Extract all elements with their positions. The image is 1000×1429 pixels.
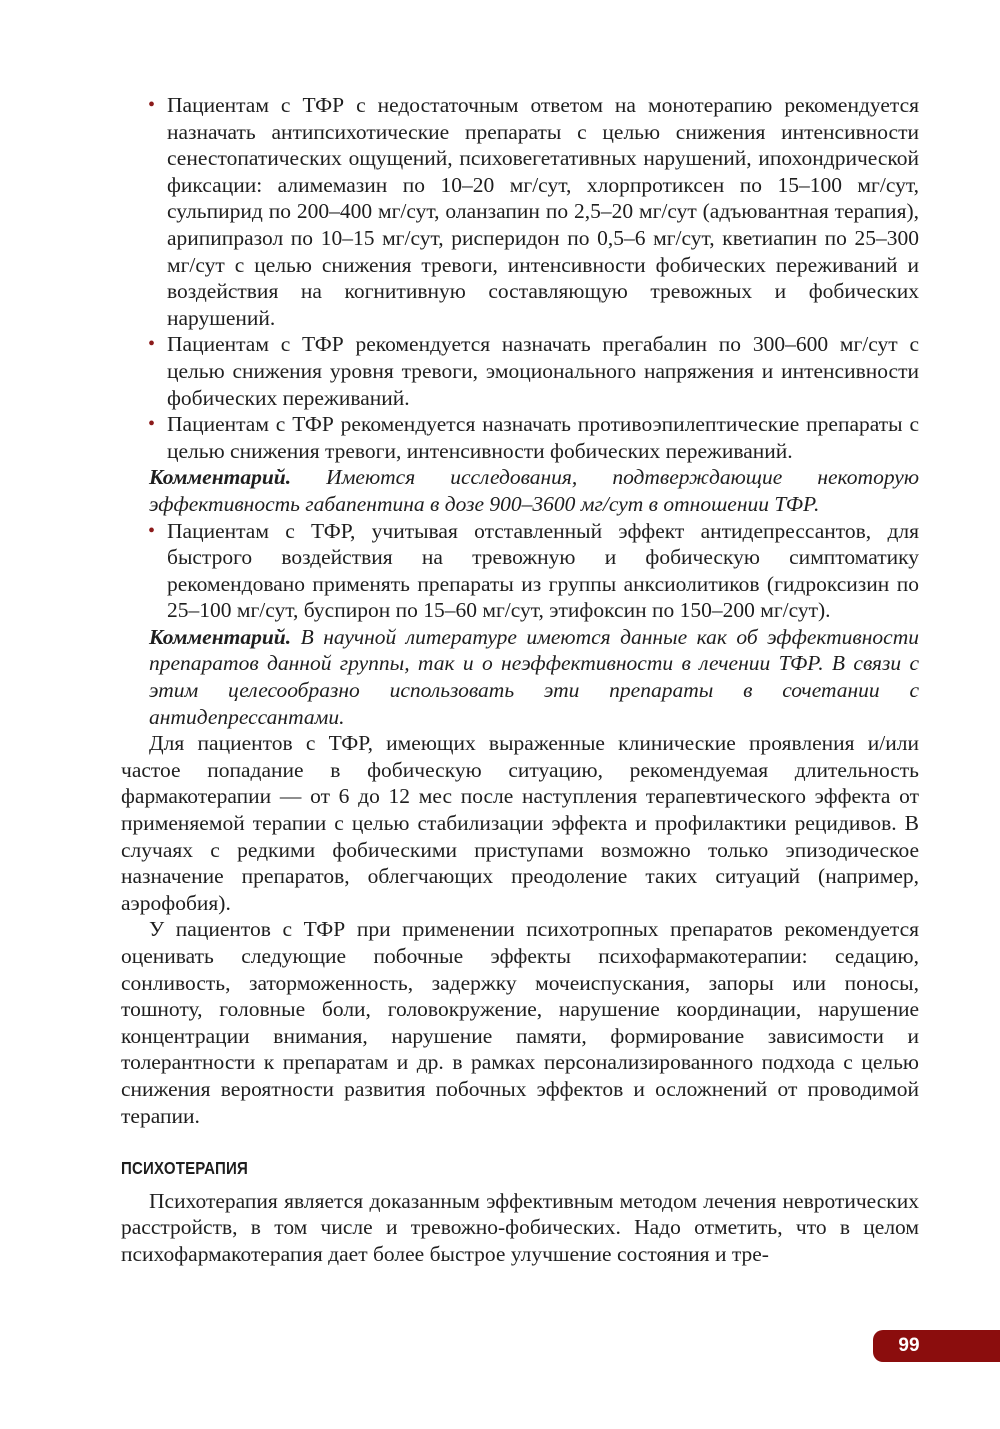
page-content [121, 92, 919, 1268]
bullet-text: Пациентам с ТФР рекомендуется назначать противоэпилептические препараты с целью снижения тревоги, интенсивности фобических переживаний. [167, 412, 919, 463]
comment-gabapentin [121, 464, 919, 517]
comment-text: В научной литературе имеются данные как об эффективности препаратов данной группы, так и о неэффективности в лечении ТФР. В связи с этим целесообразно использовать эти препараты в сочетании с антидепрессантами. [149, 624, 920, 729]
comment-anxiolytics [121, 624, 919, 730]
page-number: 99 [898, 1335, 920, 1356]
paragraph-side-effects: У пациентов с ТФР при применении психотропных препаратов рекомендуется оценивать следующие побочные эффекты психофармакотерапии: седацию, сонливость, заторможенность, задержку мочеиспускания, запоры или поносы, тошноту, головные боли, головокружение, нарушение координации, нарушение концентрации внимания, нарушение памяти, формирование зависимости и толерантности к препаратам и др. в рамках персонализированного подхода с целью снижения вероятности развития побочных эффектов и осложнений от проводимой терапии. [121, 917, 919, 1128]
comment-label: Комментарий. [149, 465, 292, 490]
bullet-marker: • [148, 413, 156, 436]
paragraph-psychotherapy: Психотерапия является доказанным эффективным методом лечения невротических расстройств, в том числе и тревожно-фобических. Надо отметить, что в целом психофармакотерапия дает более быстрое улучшение состояния и тре- [121, 1188, 919, 1266]
comment-text: Имеются исследования, подтверждающие некоторую эффективность габапентина в дозе 900–3600 мг/сут в отношении ТФР. [149, 465, 919, 516]
page-number-badge [873, 1330, 1000, 1362]
bullet-marker: • [148, 333, 156, 356]
bullet-pregabalin [121, 331, 919, 411]
bullet-text: Пациентам с ТФР с недостаточным ответом на монотерапию рекомендуется назначать антипсихотические препараты с целью снижения интенсивности сенестопатических ощущений, психовегетативных нарушений, ипохондрической фиксации: алимемазин по 10–20 мг/сут, хлорпротиксен по 15–100 мг/сут, сульпирид по 200–400 мг/сут, оланзапин по 2,5–20 мг/сут (адъювантная терапия), арипипразол по 10–15 мг/сут, рисперидон по 0,5–6 мг/сут, кветиапин по 25–300 мг/сут с целью снижения тревоги, интенсивности фобических переживаний и воздействия на когнитивную составляющую тревожных и фобических нарушений. [167, 93, 919, 330]
section-heading-psychotherapy: ПСИХОТЕРАПИЯ [121, 1158, 248, 1179]
bullet-text: Пациентам с ТФР, учитывая отставленный эффект антидепрессантов, для быстрого воздействия на тревожную и фобическую симптоматику рекомендовано применять препараты из группы анксиолитиков (гидроксизин по 25–100 мг/сут, буспирон по 15–60 мг/сут, этифоксин по 150–200 мг/сут). [167, 518, 919, 623]
paragraph-duration: Для пациентов с ТФР, имеющих выраженные клинические проявления и/или частое попадание в фобическую ситуацию, рекомендуемая длительность фармакотерапии — от 6 до 12 мес после наступления терапевтического эффекта от применяемой терапии с целью стабилизации эффекта и профилактики рецидивов. В случаях с редкими фобическими приступами возможно только эпизодическое назначение препаратов, облегчающих преодоление таких ситуаций (например, аэрофобия). [121, 731, 919, 915]
bullet-anxiolytics [121, 518, 919, 624]
bullet-text: Пациентам с ТФР рекомендуется назначать прегабалин по 300–600 мг/сут с целью снижения уровня тревоги, эмоционального напряжения и интенсивности фобических переживаний. [167, 332, 919, 410]
bullet-antipsychotics [121, 92, 919, 331]
bullet-antiepileptics [121, 411, 919, 464]
bullet-marker: • [148, 94, 156, 116]
comment-label: Комментарий. [149, 624, 292, 649]
bullet-marker: • [148, 519, 156, 542]
